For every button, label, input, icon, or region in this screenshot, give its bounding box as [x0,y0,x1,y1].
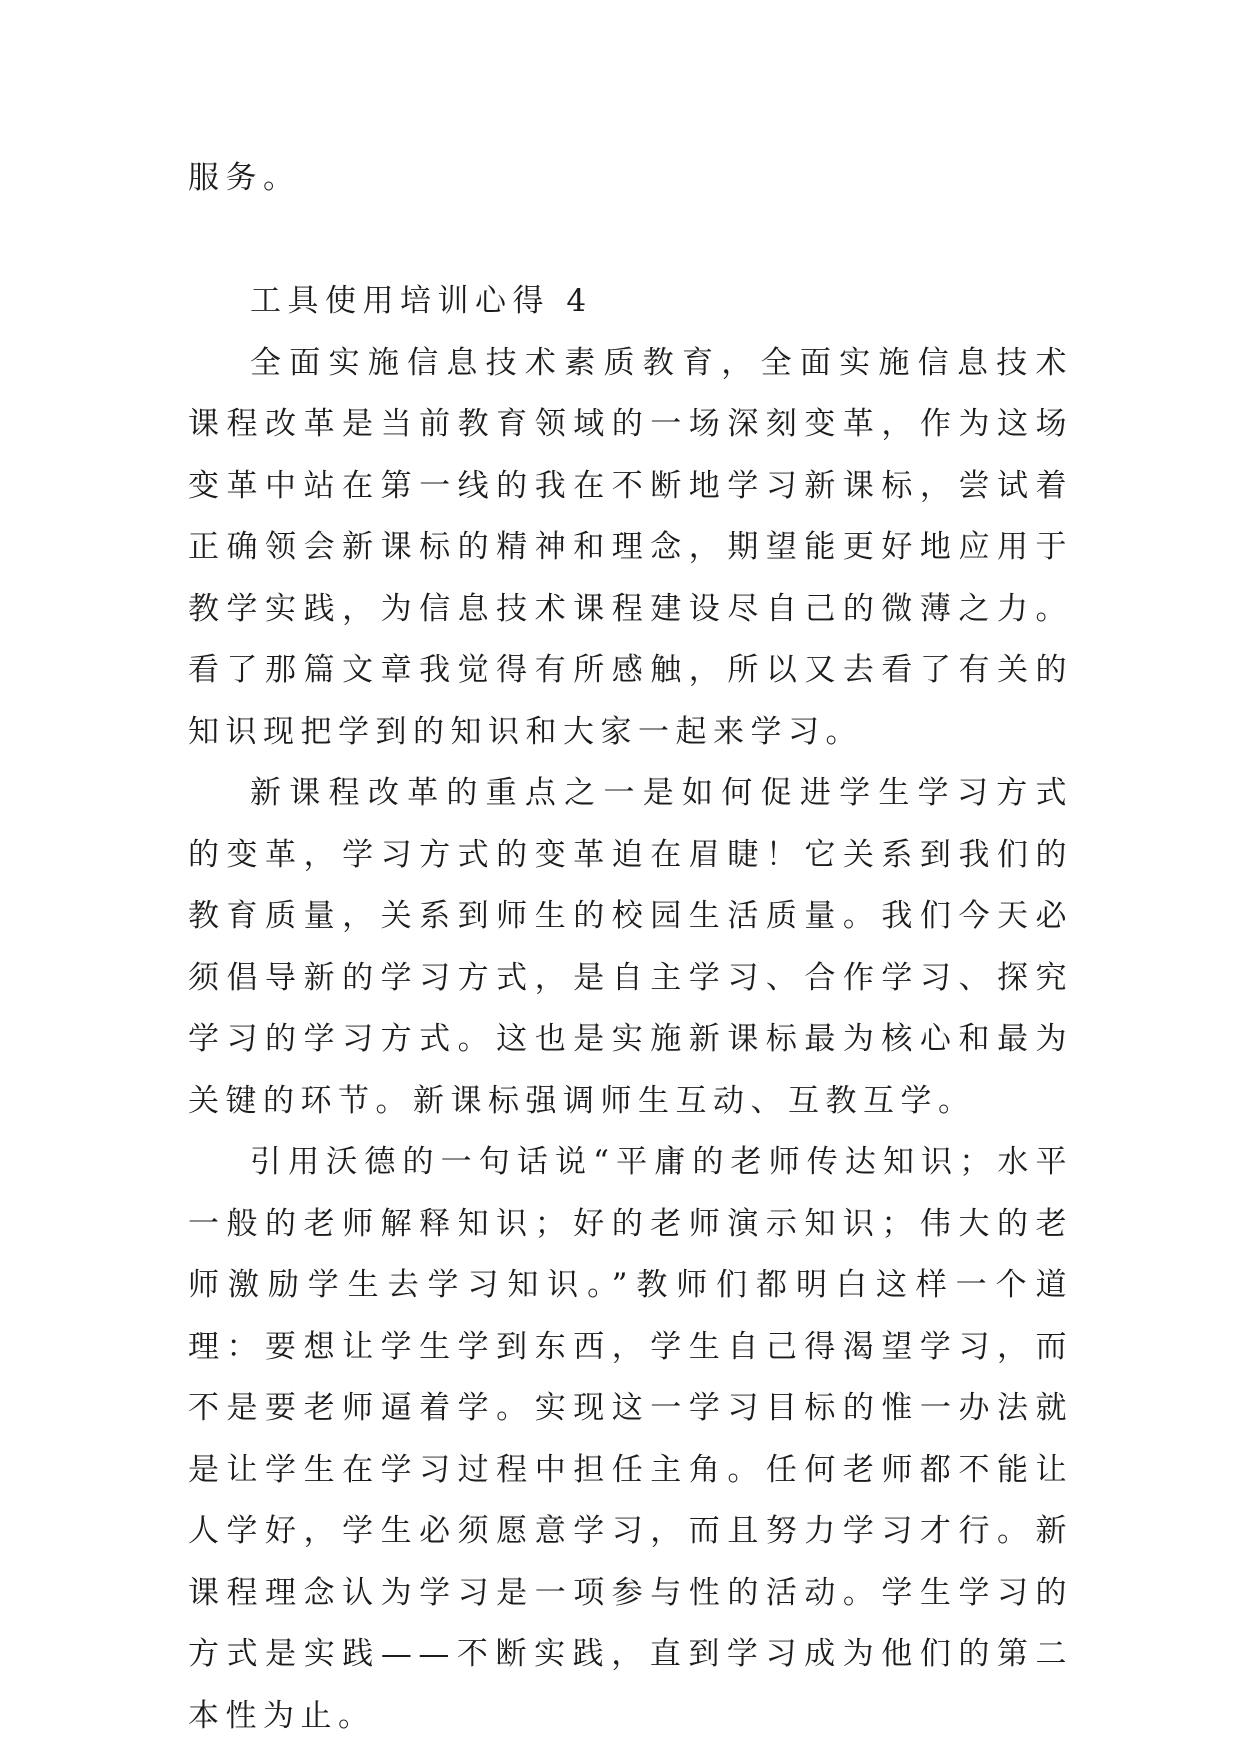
paragraph-1: 全面实施信息技术素质教育，全面实施信息技术课程改革是当前教育领域的一场深刻变革，作为这场变革中站在第一线的我在不断地学习新课标，尝试着正确领会新课标的精神和理念，期望能更好地应用于教学实践，为信息技术课程建设尽自己的微薄之力。看了那篇文章我觉得有所感触，所以又去看了有关的知识现把学到的知识和大家一起来学习。 [188,344,1073,750]
section-heading: 工具使用培训心得 4 [250,283,593,319]
document-body [188,148,1073,1747]
paragraph-2: 新课程改革的重点之一是如何促进学生学习方式的变革，学习方式的变革迫在眉睫！它关系到我们的教育质量，关系到师生的校园生活质量。我们今天必须倡导新的学习方式，是自主学习、合作学习、探究学习的学习方式。这也是实施新课标最为核心和最为关键的环节。新课标强调师生互动、互教互学。 [188,775,1073,1119]
continuation-text: 服务。 [188,160,301,196]
paragraph-3: 引用沃德的一句话说“平庸的老师传达知识；水平一般的老师解释知识；好的老师演示知识；伟大的老师激励学生去学习知识。”教师们都明白这样一个道理：要想让学生学到东西，学生自己得渴望学习，而不是要老师逼着学。实现这一学习目标的惟一办法就是让学生在学习过程中担任主角。任何老师都不能让人学好，学生必须愿意学习，而且努力学习才行。新课程理念认为学习是一项参与性的活动。学生学习的方式是实践——不断实践，直到学习成为他们的第二本性为止。 [188,1144,1073,1734]
